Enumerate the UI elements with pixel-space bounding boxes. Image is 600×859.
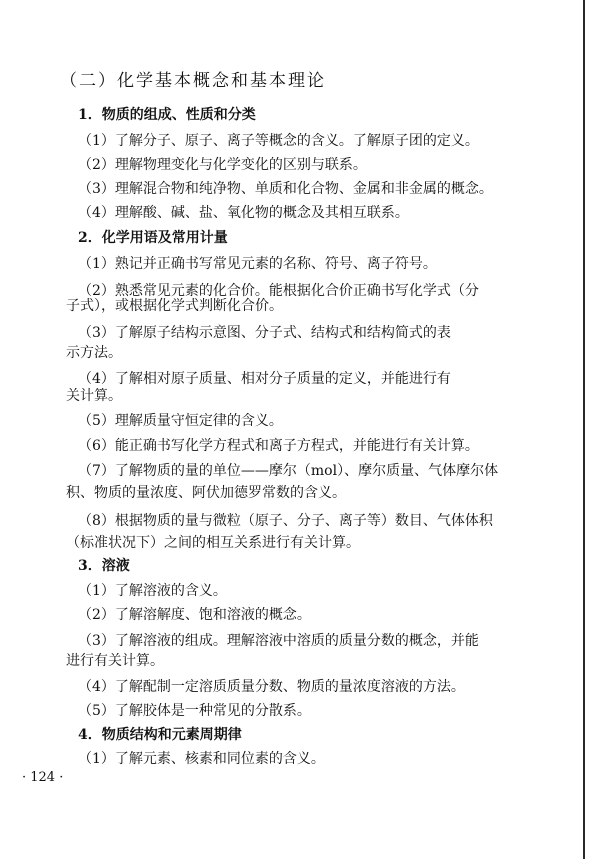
text-line: （1）了解溶液的含义。 (78, 583, 227, 599)
text-line: （5）理解质量守恒定律的含义。 (78, 413, 283, 429)
text-line: （标准状况下）之间的相互关系进行有关计算。 (66, 535, 360, 551)
text-line: （3）了解原子结构示意图、分子式、结构式和结构简式的表 (78, 325, 451, 341)
text-line: （4）理解酸、碱、盐、氧化物的概念及其相互联系。 (78, 205, 409, 221)
text-line: （2）熟悉常见元素的化合价。能根据化合价正确书写化学式（分 (78, 283, 479, 299)
text-line: 关计算。 (66, 388, 122, 404)
text-line: （4）了解相对原子质量、相对分子质量的定义，并能进行有 (78, 371, 451, 387)
text-line: 子式），或根据化学式判断化合价。 (66, 298, 283, 314)
heading-1: 1．物质的组成、性质和分类 (78, 107, 256, 123)
text-line: （3）了解溶液的组成。理解溶液中溶质的质量分数的概念，并能 (78, 633, 479, 649)
text-line: （4）了解配制一定溶质质量分数、物质的量浓度溶液的方法。 (78, 679, 465, 695)
heading-2: 2．化学用语及常用计量 (78, 230, 228, 246)
text-line: （1）熟记并正确书写常见元素的名称、符号、离子符号。 (78, 256, 437, 272)
heading-4: 4．物质结构和元素周期律 (78, 727, 242, 743)
text-line: 进行有关计算。 (66, 653, 164, 669)
section-title: （二）化学基本概念和基本理论 (60, 71, 326, 91)
text-line: 积、物质的量浓度、阿伏加德罗常数的含义。 (66, 485, 346, 501)
heading-3: 3．溶液 (78, 558, 130, 574)
text-line: （2）了解溶解度、饱和溶液的概念。 (78, 607, 311, 623)
text-line: （1）了解元素、核素和同位素的含义。 (78, 751, 325, 767)
text-line: 示方法。 (66, 345, 122, 361)
text-line: （3）理解混合物和纯净物、单质和化合物、金属和非金属的概念。 (78, 181, 493, 197)
text-line: （7）了解物质的量的单位——摩尔（mol）、摩尔质量、气体摩尔体 (78, 463, 499, 479)
text-line: （5）了解胶体是一种常见的分散系。 (78, 703, 311, 719)
text-line: （1）了解分子、原子、离子等概念的含义。了解原子团的定义。 (78, 133, 479, 149)
text-line: （6）能正确书写化学方程式和离子方程式，并能进行有关计算。 (78, 438, 479, 454)
page-number: · 124 · (22, 770, 64, 785)
text-line: （2）理解物理变化与化学变化的区别与联系。 (78, 157, 367, 173)
text-line: （8）根据物质的量与微粒（原子、分子、离子等）数目、气体体积 (78, 513, 493, 529)
